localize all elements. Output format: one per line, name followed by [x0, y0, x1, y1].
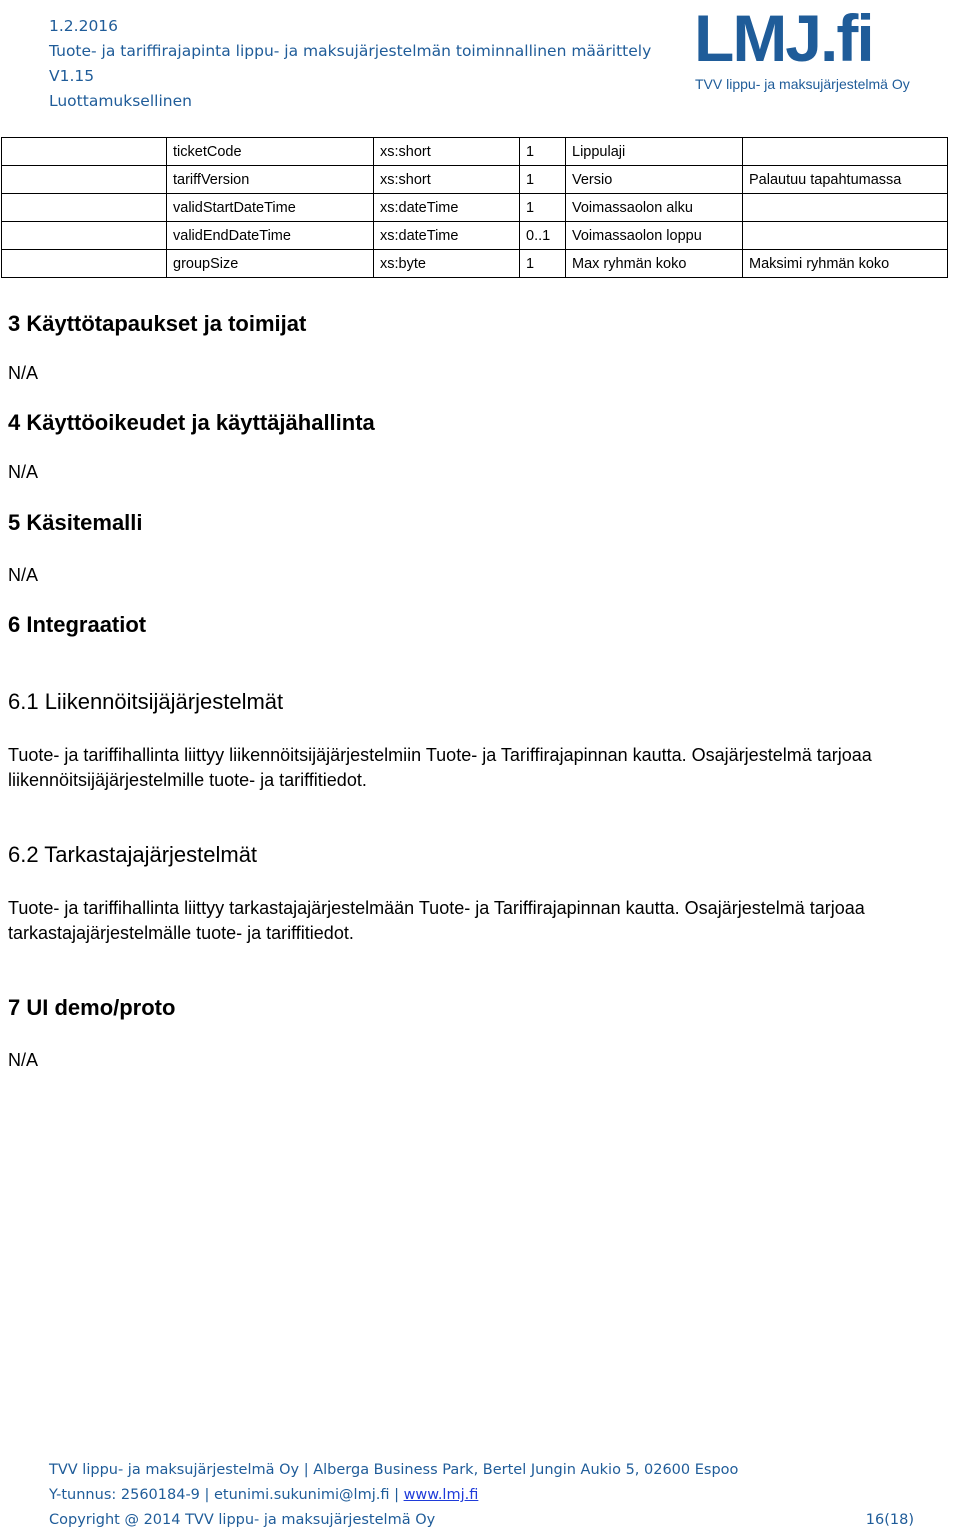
section-5-heading: 5 Käsitemalli	[8, 510, 143, 535]
field-note-cell	[743, 222, 948, 250]
field-name-cell: validStartDateTime	[167, 194, 374, 222]
header-doc-title: Tuote- ja tariffirajapinta lippu- ja maksujärjestelmän toiminnallinen määrittely	[49, 42, 652, 60]
field-table	[1, 137, 948, 278]
table-row	[2, 222, 948, 250]
footer-contact	[49, 1487, 478, 1503]
logo-tagline: TVV lippu- ja maksujärjestelmä Oy	[695, 76, 910, 92]
field-name-cell: validEndDateTime	[167, 222, 374, 250]
section-4-body: N/A	[8, 462, 39, 482]
field-name-cell: tariffVersion	[167, 166, 374, 194]
field-type-cell: xs:dateTime	[374, 194, 520, 222]
field-note-cell: Maksimi ryhmän koko	[743, 250, 948, 278]
field-description-cell: Voimassaolon loppu	[566, 222, 743, 250]
table-cell-blank	[2, 138, 167, 166]
field-cardinality-cell: 1	[520, 138, 566, 166]
section-7-body: N/A	[8, 1050, 39, 1070]
field-note-cell	[743, 138, 948, 166]
page-number: 16(18)	[865, 1512, 914, 1528]
footer-address: TVV lippu- ja maksujärjestelmä Oy | Alberga Business Park, Bertel Jungin Aukio 5, 02600 Espoo	[49, 1462, 739, 1478]
field-cardinality-cell: 0..1	[520, 222, 566, 250]
company-logo	[694, 1, 910, 96]
section-5-body: N/A	[8, 565, 39, 585]
field-type-cell: xs:dateTime	[374, 222, 520, 250]
field-description-cell: Lippulaji	[566, 138, 743, 166]
field-note-cell: Palautuu tapahtumassa	[743, 166, 948, 194]
header-version: V1.15	[49, 67, 95, 85]
section-6-heading: 6 Integraatiot	[8, 612, 147, 637]
field-description-cell: Voimassaolon alku	[566, 194, 743, 222]
table-cell-blank	[2, 250, 167, 278]
field-note-cell	[743, 194, 948, 222]
section-4-heading: 4 Käyttöoikeudet ja käyttäjähallinta	[8, 410, 375, 435]
logo-wordmark: LMJ.fi	[694, 1, 873, 75]
table-row	[2, 194, 948, 222]
header-date: 1.2.2016	[49, 17, 119, 35]
field-description-cell: Versio	[566, 166, 743, 194]
table-cell-blank	[2, 222, 167, 250]
section-7-heading: 7 UI demo/proto	[8, 995, 176, 1020]
section-6-1-heading: 6.1 Liikennöitsijäjärjestelmät	[8, 689, 284, 714]
field-description-cell: Max ryhmän koko	[566, 250, 743, 278]
footer-contact-text: Y-tunnus: 2560184-9 | etunimi.sukunimi@lmj.fi |	[49, 1487, 404, 1503]
table-row	[2, 166, 948, 194]
field-type-cell: xs:short	[374, 166, 520, 194]
field-type-cell: xs:short	[374, 138, 520, 166]
field-name-cell: ticketCode	[167, 138, 374, 166]
section-6-2-heading: 6.2 Tarkastajajärjestelmät	[8, 842, 258, 867]
field-cardinality-cell: 1	[520, 250, 566, 278]
table-row	[2, 250, 948, 278]
section-6-2-body: Tuote- ja tariffihallinta liittyy tarkastajajärjestelmään Tuote- ja Tariffirajapinnan kautta. Osajärjestelmä tarjoaa tarkastajajärjestelmälle tuote- ja tariffitiedot.	[8, 898, 865, 943]
section-3-body: N/A	[8, 363, 39, 383]
field-cardinality-cell: 1	[520, 166, 566, 194]
section-3-heading: 3 Käyttötapaukset ja toimijat	[8, 311, 307, 336]
header-classification: Luottamuksellinen	[49, 92, 192, 110]
table-cell-blank	[2, 166, 167, 194]
field-type-cell: xs:byte	[374, 250, 520, 278]
footer-website-link[interactable]: www.lmj.fi	[403, 1487, 479, 1503]
table-cell-blank	[2, 194, 167, 222]
section-6-1-body: Tuote- ja tariffihallinta liittyy liikennöitsijäjärjestelmiin Tuote- ja Tariffirajapinnan kautta. Osajärjestelmä tarjoaa liikennöitsijäjärjestelmille tuote- ja tariffitiedot.	[8, 745, 872, 790]
field-cardinality-cell: 1	[520, 194, 566, 222]
table-row	[2, 138, 948, 166]
field-name-cell: groupSize	[167, 250, 374, 278]
footer-copyright: Copyright @ 2014 TVV lippu- ja maksujärjestelmä Oy	[49, 1512, 436, 1528]
page-header	[49, 14, 651, 114]
